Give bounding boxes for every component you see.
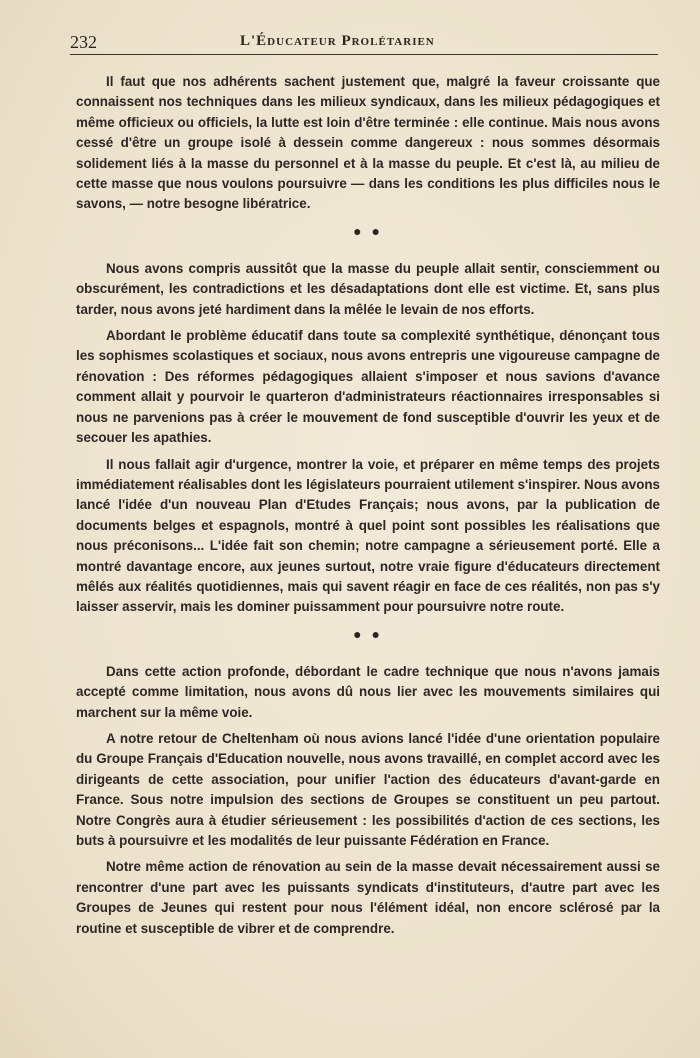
section-separator-1: ● ● xyxy=(353,222,383,239)
page-number: 232 xyxy=(70,32,97,52)
page-header xyxy=(70,30,658,55)
paragraph-6: A notre retour de Cheltenham où nous avions lancé l'idée d'une orientation populaire du Groupe Français d'Education nouvelle, nous avons travaillé, en complet accord avec les dirigeants de cette association, pour unifier l'action des éducateurs d'avant-garde en France. Sous notre impulsion des sections de Groupes se constituent un peu partout. Notre Congrès aura à étudier sérieusement : les possibilités d'action de ces sections, les buts à poursuivre et les modalités de leur puissante Fédération en France. xyxy=(76,730,660,848)
paragraph-2: Nous avons compris aussitôt que la masse du peuple allait sentir, consciemment ou obscurément, les contradictions et les désadaptations dont elle est victime. Et, sans plus tarder, nous avons jeté hardiment dans la mêlée le levain de nos efforts. xyxy=(76,260,660,317)
paragraph-7: Notre même action de rénovation au sein de la masse devait nécessairement aussi se rencontrer d'une part avec les puissants syndicats d'instituteurs, d'autre part avec les Groupes de Jeunes qui restent pour nous l'élément idéal, non encore sclérosé par la routine et susceptible de vibrer et de comprendre. xyxy=(76,859,660,936)
article-body xyxy=(76,72,660,945)
paragraph-3: Abordant le problème éducatif dans toute sa complexité synthétique, dénonçant tous les sophismes scolastiques et sociaux, nous avons entrepris une vigoureuse campagne de rénovation : Des réformes pédagogiques allaient s'imposer et nous savions d'avance comment allait y pourvoir le quarteron d'administrateurs réactionnaires irresponsables si nous ne parvenions pas à créer le mouvement de fond susceptible d'ouvrir les yeux et de secouer les apathies. xyxy=(76,328,660,446)
paragraph-5: Dans cette action profonde, débordant le cadre technique que nous n'avons jamais accepté comme limitation, nous avons dû nous lier avec les mouvements similaires qui marchent sur la même voie. xyxy=(76,663,660,720)
section-separator-2: ● ● xyxy=(353,625,383,642)
running-title: L'Éducateur Prolétarien xyxy=(240,33,435,49)
paragraph-4: Il nous fallait agir d'urgence, montrer la voie, et préparer en même temps des projets immédiatement réalisables dont les législateurs pourraient utilement s'inspirer. Nous avons lancé l'idée d'un nouveau Plan d'Etudes Français; nous avons, par la publication de documents belges et espagnols, montré à quel point sont possibles les réalisations que nous préconisons... L'idée fait son chemin; notre campagne a sérieusement porté. Elle a montré davantage encore, aux jeunes surtout, notre vraie figure d'éducateurs directement mêlés aux réalités quotidiennes, mais qui savent réagir en face de ces réalités, non pas s'y laisser asservir, mais les dominer puissamment pour poursuivre notre route. xyxy=(76,456,660,615)
paragraph-1: Il faut que nos adhérents sachent justement que, malgré la faveur croissante que connaissent nos techniques dans les milieux syndicaux, dans les milieux pédagogiques et même officieux ou officiels, la lutte est loin d'être terminée : elle continue. Mais nous avons cessé d'être un groupe isolé à dessein comme dangereux : nous sommes désormais solidement liés à la masse du personnel et à la masse du peuple. Et c'est là, au milieu de cette masse que nous voulons poursuivre — dans les conditions les plus difficiles nous le savons, — notre besogne libératrice. xyxy=(76,74,660,212)
